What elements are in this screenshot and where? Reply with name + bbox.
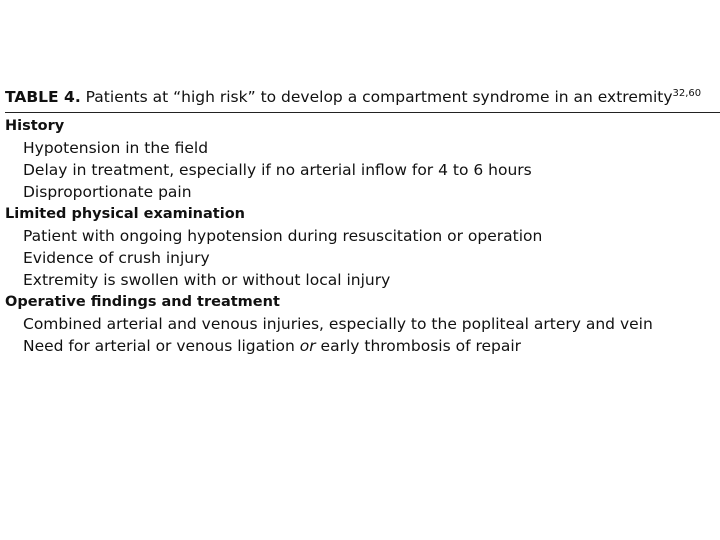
- caption-divider: [5, 112, 720, 113]
- section-operative-findings: [5, 291, 720, 357]
- list-item-emphasis: or: [299, 337, 316, 355]
- section-heading: Limited physical examination: [5, 206, 245, 222]
- list-item: Delay in treatment, especially if no arterial inflow for 4 to 6 hours: [23, 161, 532, 179]
- list-item-text: Need for arterial or venous ligation: [23, 337, 300, 355]
- table-label: TABLE 4.: [5, 88, 81, 106]
- list-item: Evidence of crush injury: [23, 249, 210, 267]
- section-heading: Operative findings and treatment: [5, 294, 280, 310]
- list-item: Disproportionate pain: [23, 183, 192, 201]
- table-caption: [5, 86, 720, 112]
- list-item: Extremity is swollen with or without local injury: [23, 271, 391, 289]
- table-caption-text: Patients at “high risk” to develop a compartment syndrome in an extremity: [85, 88, 673, 106]
- section-history: [5, 115, 720, 203]
- list-item: Hypotension in the field: [23, 139, 209, 157]
- list-item: Combined arterial and venous injuries, especially to the popliteal artery and vein: [23, 315, 653, 333]
- list-item: Patient with ongoing hypotension during resuscitation or operation: [23, 227, 543, 245]
- table-4: [5, 86, 720, 357]
- section-heading: History: [5, 118, 65, 134]
- list-item: [5, 335, 720, 357]
- section-limited-physical-examination: [5, 203, 720, 291]
- list-item-text: early thrombosis of repair: [315, 337, 522, 355]
- caption-references: 32,60: [672, 87, 702, 99]
